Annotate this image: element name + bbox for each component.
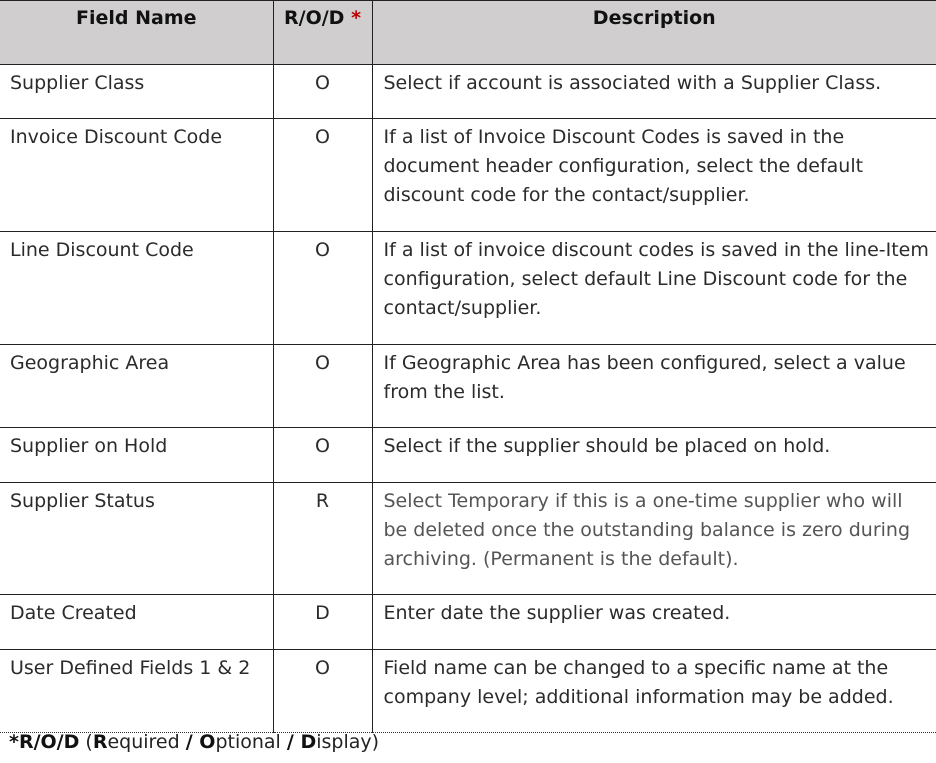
rod-cell: O bbox=[273, 345, 372, 428]
field-name-cell: Supplier Class bbox=[0, 65, 273, 119]
table-row bbox=[0, 650, 936, 733]
description-cell: If a list of invoice discount codes is saved in the line-Item configuration, select default Line Discount code for the contact/supplier. bbox=[372, 232, 936, 345]
table-row bbox=[0, 232, 936, 345]
description-cell: Enter date the supplier was created. bbox=[372, 595, 936, 650]
header-rod bbox=[273, 1, 372, 65]
table-row bbox=[0, 595, 936, 650]
field-name-cell: Supplier Status bbox=[0, 483, 273, 595]
legend-text: equired bbox=[107, 731, 186, 753]
required-asterisk-icon: * bbox=[9, 731, 19, 753]
legend-letter: O bbox=[199, 731, 216, 753]
legend-separator: / bbox=[185, 731, 200, 753]
field-name-cell: User Defined Fields 1 & 2 bbox=[0, 650, 273, 733]
header-description: Description bbox=[372, 1, 936, 65]
legend-text: ( bbox=[79, 731, 93, 753]
legend-separator: / bbox=[286, 731, 301, 753]
rod-legend bbox=[9, 731, 379, 753]
field-name-cell: Supplier on Hold bbox=[0, 428, 273, 483]
rod-cell: R bbox=[273, 483, 372, 595]
table-row bbox=[0, 483, 936, 595]
required-asterisk-icon: * bbox=[351, 7, 361, 29]
description-cell: Select if account is associated with a Supplier Class. bbox=[372, 65, 936, 119]
description-cell: Select if the supplier should be placed on hold. bbox=[372, 428, 936, 483]
description-cell: Field name can be changed to a specific name at the company level; additional information may be added. bbox=[372, 650, 936, 733]
table-row bbox=[0, 119, 936, 232]
table-row bbox=[0, 428, 936, 483]
table-header-row bbox=[0, 1, 936, 65]
field-name-cell: Invoice Discount Code bbox=[0, 119, 273, 232]
rod-cell: O bbox=[273, 65, 372, 119]
legend-letter: D bbox=[300, 731, 317, 753]
table-row bbox=[0, 345, 936, 428]
rod-cell: O bbox=[273, 232, 372, 345]
rod-cell: O bbox=[273, 428, 372, 483]
legend-text: isplay) bbox=[316, 731, 380, 753]
header-rod-label: R/O/D bbox=[284, 7, 345, 29]
rod-cell: O bbox=[273, 650, 372, 733]
legend-letter: R bbox=[92, 731, 108, 753]
header-field-name: Field Name bbox=[0, 1, 273, 65]
legend-text: ptional bbox=[215, 731, 287, 753]
rod-cell: D bbox=[273, 595, 372, 650]
field-name-cell: Geographic Area bbox=[0, 345, 273, 428]
description-cell: If Geographic Area has been configured, select a value from the list. bbox=[372, 345, 936, 428]
field-name-cell: Line Discount Code bbox=[0, 232, 273, 345]
legend-code: R/O/D bbox=[18, 731, 80, 753]
field-name-cell: Date Created bbox=[0, 595, 273, 650]
description-cell: Select Temporary if this is a one-time supplier who will be deleted once the outstanding balance is zero during archiving. (Permanent is the default). bbox=[372, 483, 936, 595]
table-row bbox=[0, 65, 936, 119]
rod-cell: O bbox=[273, 119, 372, 232]
description-cell: If a list of Invoice Discount Codes is saved in the document header configuration, select the default discount code for the contact/supplier. bbox=[372, 119, 936, 232]
